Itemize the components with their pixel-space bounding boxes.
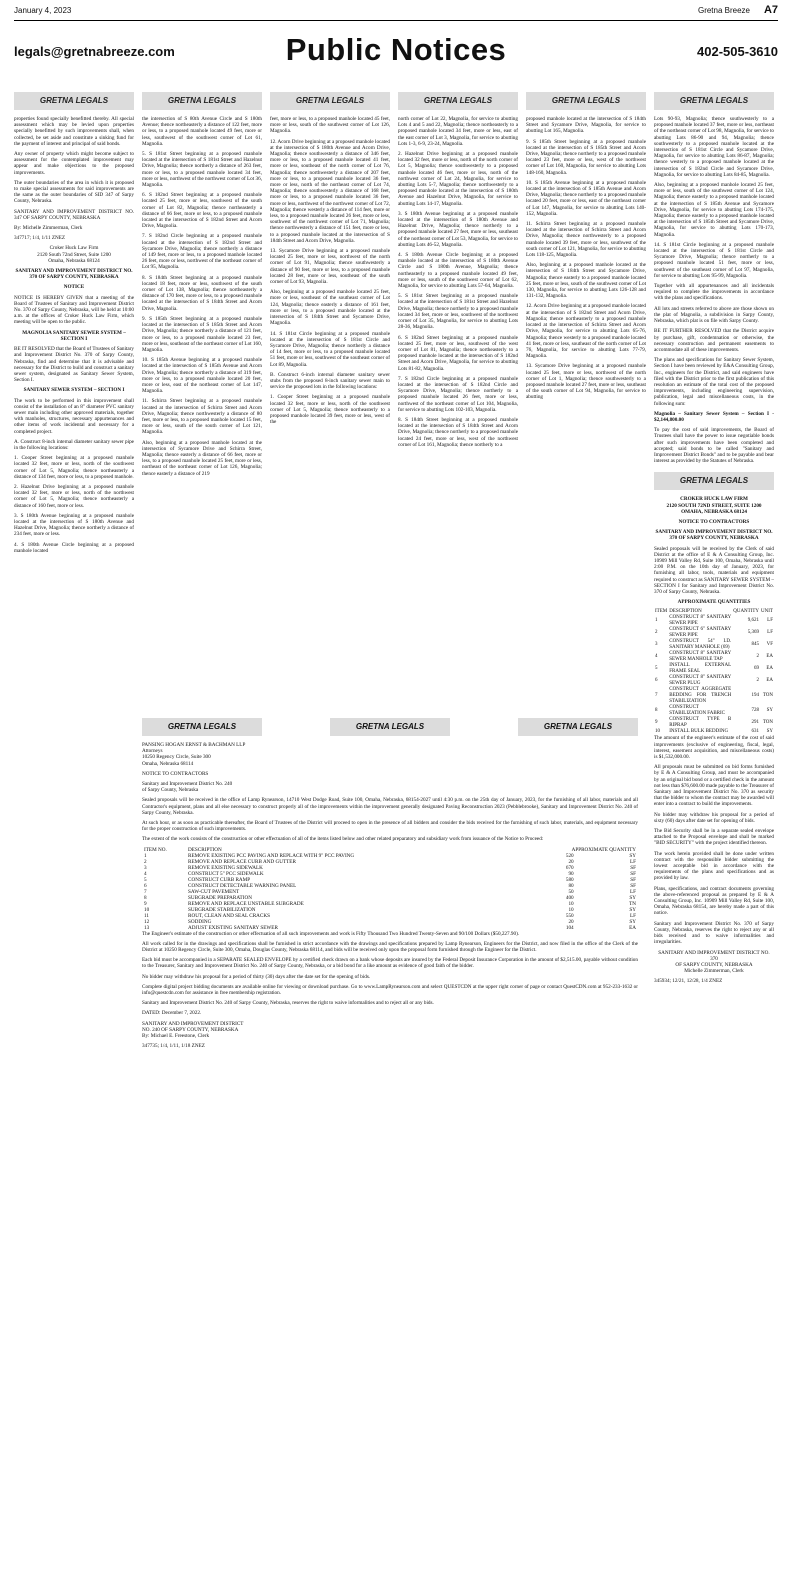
table-row: [654, 663, 774, 675]
table-cell-u: LF: [629, 888, 636, 895]
table-cell-d: INSTALL EXTERNAL FRAME SEAL: [669, 663, 732, 675]
quantities-table-body: [654, 615, 774, 735]
th-qty: APPROXIMATE QUANTITY: [571, 846, 636, 853]
table-cell-d: CONSTRUCT TYPE B RIPRAP: [669, 717, 732, 729]
table-cell-n: 6: [655, 678, 658, 684]
table-cell-u: EA: [766, 654, 773, 660]
sig-line: SANITARY AND IMPROVEMENT DISTRICT NO. 370: [658, 949, 770, 962]
table-cell-d: CONSTRUCT STABILIZATION FABRIC: [669, 705, 725, 717]
para: All work called for in the drawings and specifications shall be furnished in strict accordance with the drawings and specifications prepared by Lamp Rynearson, Engineers for the District, and now filed in the office of the Clerk of the District at 10250 Regency Circle, Suite 300, Omaha, Douglas County, Nebraska 68114, and bids will be received only upon the proposal form furnished through the Engineer for the District.: [142, 940, 638, 954]
para: Plans, specifications, and contract documents governing the above-referenced proposal as prepared by E & A Consulting Group, Inc. 10909 Mill Valley Rd, Suite 100, Omaha, Nebraska 68154, are hereby made a part of this notice.: [654, 885, 774, 917]
th-unit: UNIT: [761, 609, 773, 615]
table-cell-n: 12: [144, 918, 150, 925]
table-cell-n: 3: [655, 642, 658, 648]
table-cell-q: 90: [568, 870, 574, 877]
section-header: GRETNA LEGALS: [14, 92, 134, 110]
table-cell-u: SY: [629, 852, 636, 859]
table-cell-d: CONSTRUCT 6" SANITARY SEWER PIPE: [669, 627, 732, 639]
table-cell-q: 2: [756, 678, 760, 684]
sig-line: Michelle Zimmerman, Clerk: [684, 968, 744, 975]
contact-email[interactable]: legals@gretnabreeze.com: [14, 44, 175, 59]
para: 5. S 181st Street beginning at a proposed manhole located at the intersection of S 181st Street and Hazelnut Drive, Magnolia; thence northerly to a proposed manhole located 34 feet, more or less, southwest of the northwest corner of Lot 35, Magnolia, for service to abutting Lots 28-36, Magnolia.: [398, 293, 518, 331]
para: The work to be performed in this improvement shall consist of the installation of an 8" diameter PVC sanitary sewer main including other approved materials, together with manholes, structures, necessary appurtenances and other items of work incidental and necessary for a completed project.: [14, 397, 134, 435]
table-cell-n: 8: [655, 708, 658, 714]
para: To pay the cost of said improvements, the Board of Trustees shall have the power to issue negotiable bonds after such improvements have been completed and accepted; said bonds to be called "Sanitary and Improvement District Bonds" and to be payable and bear interest as provided by the Statutes of Nebraska.: [654, 427, 774, 465]
table-cell-u: SF: [630, 870, 636, 877]
para: BE IT RESOLVED that the Board of Trustees of Sanitary and Improvement District No. 370 of Sarpy County, Nebraska, find and determine that it is advisable and necessary for the District to build and construct a sanitary sewer system, designated as Sanitary Sewer System, Section I.: [14, 346, 134, 384]
table-cell-n: 11: [144, 912, 149, 919]
para: 11. Schirra Street beginning at a proposed manhole located at the intersection of Schirra Street and Acorn Drive, Magnolia; thence northwesterly a distance of 80 feet, more or less, to a proposed manhole located 15 feet, more or less, south of the south corner of Lot 121, Magnolia.: [142, 398, 262, 436]
para: No bidder may withdraw his proposal for a period of thirty (30) days after the date set for the opening of bids.: [142, 973, 371, 980]
table-cell-u: LF: [629, 912, 636, 919]
table-cell-u: LF: [629, 858, 636, 865]
para: 10. S 185th Avenue beginning at a proposed manhole located at the intersection of S 185th Avenue and Acorn Drive, Magnolia; thence northerly a distance of 319 feet, more or less, to a proposed manhole located 20 feet, more or less, east of the northeast corner of Lot 147, Magnolia.: [142, 357, 262, 395]
table-cell-d: CONSTRUCT 8" SANITARY SEWER MANHOLE TAP: [669, 651, 732, 663]
sewer-heading: SANITARY SEWER SYSTEM – SECTION I: [23, 387, 125, 394]
contact-phone: 402-505-3610: [697, 44, 778, 59]
table-cell-d: INSTALL BULK BEDDING: [669, 729, 729, 735]
para: The amount of the engineer's estimate of the cost of said improvements (exclusive of engineering, fiscal, legal, interest, easement acquisition, and miscellaneous costs) is $1,532,000.00.: [654, 735, 774, 761]
para: At such hour, or as soon as practicable thereafter, the Board of Trustees of the District will proceed to open in the presence of all bidders and consider the bids received for the furnishing of such labor, materials, and equipment necessary for the proper construction of such improvements.: [142, 820, 638, 833]
table-cell-q: 550: [565, 912, 574, 919]
para: The outer boundaries of the area in which it is proposed to make special assessments for said improvements are the same as the outer boundaries of SID 347 of Sarpy County, Nebraska.: [14, 179, 134, 205]
table-cell-d: CONSTRUCT 8" SANITARY SEWER PLUG: [669, 675, 732, 687]
para: 1. Cooper Street beginning at a proposed manhole located 32 feet, more or less, north of the southwest corner of Lot 5, Magnolia; thence northeasterly to a proposed manhole located 39 feet, more or less, west of the: [270, 394, 390, 426]
table-cell-n: 13: [144, 924, 150, 931]
table-cell-q: 291: [751, 720, 760, 726]
para: NOTICE IS HEREBY GIVEN that a meeting of the Board of Trustees of Sanitary and Improvement District No. 370 of Sarpy County, Nebraska, will be held at 10:00 a.m. at the offices of Croker Huck Law Firm, which meeting will be open to the public.: [14, 294, 134, 326]
table-cell-u: SY: [629, 894, 636, 901]
table-cell-u: VF: [766, 642, 773, 648]
para: Any owner of property which might become subject to assessment for the contemplated improvement may appear and make objections to the proposed improvements.: [14, 151, 134, 176]
para: Together with all appurtenances and all incidentals required to complete the improvements in accordance with the plans and specifications.: [654, 283, 774, 302]
para: 9. S 185th Street beginning at a proposed manhole located at the intersection of S 185th Street and Acorn Drive, Magnolia; thence northerly a distance of 121 feet, more or less, to a proposed manhole located 23 feet, more or less, southeast of the northeast corner of Lot 160, Magnolia.: [142, 315, 262, 353]
section-header-row: [142, 718, 638, 736]
table-cell-q: 10: [568, 900, 574, 907]
th-item: ITEM NO.: [144, 846, 167, 853]
column-2: [142, 92, 262, 710]
para: Sanitary and Improvement District No. 370 of Sarpy County, Nebraska, reserves the right to reject any or all bids received and to waive informalities and irregularities.: [654, 920, 774, 946]
para: 9. S 185th Street beginning at a proposed manhole located at the intersection of S 185th Street and Acorn Drive, Magnolia; thence northerly to a proposed manhole located 23 feet, more or less, west of the northwest corner of Lot 160, Magnolia, for service to abutting Lots 148-160, Magnolia.: [526, 138, 646, 176]
page-number: A7: [763, 4, 778, 16]
table-cell-n: 5: [655, 666, 658, 672]
table-cell-q: 104: [565, 924, 574, 931]
para: 6. S 182nd Street beginning at a proposed manhole located 25 feet, more or less, southwest of the west corner of Lot 81, Magnolia; thence northeasterly to a proposed manhole located at the intersection of S 182nd Street and Acorn Drive, Magnolia, for service to abutting Lots 81-82, Magnolia.: [398, 334, 518, 372]
para: 14. S 181st Circle beginning at a proposed manhole located at the intersection of S 181st Circle and Sycamore Drive, Magnolia; thence northerly a distance of 14 feet, more or less, to a proposed manhole located 51 feet, more or less, southwest of the southeast corner of Lot 89, Magnolia.: [270, 330, 390, 368]
quantities-table: [654, 609, 774, 735]
sid-heading: SANITARY AND IMPROVEMENT DISTRICT NO. 370 OF SARPY COUNTY, NEBRASKA: [655, 529, 773, 542]
paving-items-body: [142, 853, 638, 931]
table-cell-d: REMOVE EXISTING PCC PAVING AND REPLACE WITH 9" PCC PAVING: [188, 852, 355, 859]
quantities-heading: APPROXIMATE QUANTITIES: [677, 599, 751, 606]
para: A. Construct 8-inch internal diameter sanitary sewer pipe in the following locations:: [14, 438, 134, 451]
firm-address: 10250 Regency Circle, Suite 300: [142, 754, 211, 761]
para: 1. Cooper Street beginning at a proposed manhole located 32 feet, more or less, north of the southwest corner of Lot 5, Magnolia; thence northeasterly a distance of 134 feet, more or less, to a proposed manhole.: [14, 455, 134, 480]
section-header: GRETNA LEGALS: [142, 718, 262, 736]
ref-code: 345934; 12/21, 12/28, 1/4 ZNEZ: [654, 978, 723, 985]
sid-heading: Sanitary and Improvement District No. 240: [142, 781, 233, 788]
cost-estimate: Magnolia – Sanitary Sewer System – Section I - $2,144,800.00: [654, 410, 774, 423]
table-cell-d: REMOVE AND REPLACE CURB AND GUTTER: [188, 858, 296, 865]
table-cell-q: 20: [568, 858, 574, 865]
th-desc: DESCRIPTION: [669, 609, 702, 615]
th-qty: QUANTITY: [733, 609, 760, 615]
para: Complete digital project bidding documents are available online for viewing or download purchase. Go to www.LampRynearson.com and select QUESTCDN at the upper right corner of page or contact QuestCDN.com at 952-233-1632 or info@questcdn.com for assistance in free membership registration.: [142, 983, 638, 997]
para: 10. S 185th Avenue beginning at a proposed manhole located at the intersection of S 185th Avenue and Acorn Drive, Magnolia; thence northerly to a proposed manhole located 20 feet, more or less, east of the northeast corner of Lot 147, Magnolia, for service to abutting Lots 140-152, Magnolia.: [526, 179, 646, 217]
table-cell-n: 1: [655, 618, 658, 624]
page-top-line: [14, 6, 778, 18]
top-rule: [14, 20, 778, 21]
table-row: [654, 651, 774, 663]
table-cell-n: 2: [144, 858, 147, 865]
table-cell-u: EA: [629, 924, 636, 931]
table-cell-d: SUBGRADE STABILIZATION: [188, 906, 256, 913]
table-cell-q: 5,369: [747, 630, 760, 636]
table-cell-d: SAW-CUT PAVEMENT: [188, 888, 240, 895]
para: 5. S 181st Street beginning at a proposed manhole located at the intersection of S 181st Street and Hazelnut Drive, Magnolia; thence northerly a distance of 263 feet, more or less, to a proposed manhole located 34 feet, more or less, northwest of the northwest corner of Lot 36, Magnolia.: [142, 151, 262, 189]
table-row: [654, 639, 774, 651]
table-cell-n: 3: [144, 864, 147, 871]
table-cell-n: 10: [655, 729, 660, 735]
firm-city: Omaha, Nebraska 68114: [142, 760, 194, 767]
para: B. Construct 6-inch internal diameter sanitary sewer stubs from the proposed 8-inch sanitary sewer main to service the proposed lots in the following locations:: [270, 371, 390, 391]
table-cell-q: 580: [565, 876, 574, 883]
para: feet, more or less, to a proposed manhole located 45 feet, more or less, south of the southwest corner of Lot 126, Magnolia.: [270, 116, 390, 135]
firm-name: CROKER HUCK LAW FIRM: [680, 496, 748, 503]
para: Each bid must be accompanied in a SEPARATE SEALED ENVELOPE by a certified check drawn on a bank whose deposits are insured by the Federal Deposit Insurance Corporation in the amount of $2,515.00, payable without condition to the Treasurer, Sanitary and Improvement District No. 240 of Sarpy County, Nebraska, or a bid bond for a like amount as evidence of good faith of the bidder.: [142, 957, 638, 970]
column-5: [526, 92, 646, 710]
table-cell-q: 631: [751, 729, 760, 735]
firm-city: Omaha, Nebraska 68124: [48, 257, 100, 264]
para: Sealed proposals will be received by the Clerk of said District at the office of E & A Consulting Group, Inc. 10909 Mill Valley Rd, Suite 100, Omaha, Nebraska until 2:00 P.M. on the 10th day of January, 2023, for furnishing all labor, tools, materials and equipment required to construct as SANITARY SEWER SYSTEM – SECTION I for Sanitary and Improvement District No. 370 of Sarpy County, Nebraska.: [654, 545, 774, 595]
table-cell-u: SF: [630, 876, 636, 883]
firm-address: 2120 SOUTH 72ND STREET, SUITE 1200: [666, 502, 762, 509]
firm-name: PANSING HOGAN ERNST & BACHMAN LLP: [142, 742, 246, 748]
table-cell-n: 4: [144, 870, 147, 877]
table-row: [654, 615, 774, 627]
table-cell-d: SUBGRADE PREPARATION: [188, 894, 252, 901]
magnolia-heading: MAGNOLIA SANITARY SEWER SYSTEM – SECTION I: [22, 329, 126, 342]
para: 8. S 184th Street beginning at a proposed manhole located 18 feet, more or less, southwest of the south corner of Lot 138, Magnolia; thence northeasterly a distance of 170 feet, more or less, to a proposed manhole located at the intersection of S 184th Street and Acorn Drive, Magnolia.: [142, 274, 262, 312]
table-cell-q: 520: [565, 852, 574, 859]
issue-date: January 4, 2023: [14, 6, 72, 15]
para: 2. Hazelnut Drive beginning at a proposed manhole located 32 feet, more or less, north of the northwest corner of Lot 5, Magnolia; thence northeasterly a distance of 160 feet, more or less.: [14, 483, 134, 509]
para: Also, beginning at a proposed manhole located 25 feet, more or less, south of the southwest corner of Lot 124, Magnolia; thence easterly to a proposed manhole located at the intersection of S 185th Avenue and Sycamore Drive, Magnolia, for service to abutting Lots 174-175, Magnolia; thence easterly to a proposed manhole located at the intersection of S 185th Street and Sycamore Drive, Magnolia, for service to abutting Lots 170-173, Magnolia.: [654, 182, 774, 238]
para: 8. S 184th Street beginning at a proposed manhole located at the intersection of S 184th Street and Acorn Drive, Magnolia; thence northerly to a proposed manhole located 24 feet, more or less, west of the northwest corner of Lot 161, Magnolia; thence northerly to a: [398, 416, 518, 448]
para: 13. Sycamore Drive beginning at a proposed manhole located 25 feet, more or less, northwest of the north corner of Lot 1, Magnolia; thence southwesterly to a proposed manhole located 27 feet, more or less, southeast of the south corner of Lot 94, Magnolia, for service to abutting: [526, 363, 646, 401]
paper-name: Gretna Breeze: [697, 6, 750, 15]
firm-city: OMAHA, NEBRASKA 68124: [681, 508, 747, 515]
para: the intersection of S 80th Avenue Circle and S 180th Avenue; thence northeasterly a distance of 122 feet, more or less, to a proposed manhole located 49 feet, more or less, southwest of the southwest corner of Lot 61, Magnolia.: [142, 116, 262, 147]
para: 13. Sycamore Drive beginning at a proposed manhole located 25 feet, more or less, northwest of the north corner of Lot 91, Magnolia; thence southwesterly a distance of 90 feet, more or less, to a proposed manhole located 28 feet, more or less, southeast of the south corner of Lot 93, Magnolia.: [270, 248, 390, 286]
table-cell-u: SY: [629, 906, 636, 913]
page-title: Public Notices: [285, 32, 507, 67]
table-cell-n: 5: [144, 876, 147, 883]
table-cell-q: 400: [565, 894, 574, 901]
signature: By: Michelle Zimmerman, Clerk: [14, 225, 83, 232]
firm-role: Attorneys: [142, 748, 163, 755]
table-cell-q: 69: [754, 666, 760, 672]
table-cell-u: EA: [766, 666, 773, 672]
paving-notice-body: [142, 742, 638, 1053]
para: 4. S 180th Avenue Circle beginning at a proposed manhole located: [14, 541, 134, 554]
para: 7. S 182nd Circle beginning at a proposed manhole located at the intersection of S 182nd Street and Sycamore Drive, Magnolia; thence northerly a distance of 149 feet, more or less, to a proposed manhole located 26 feet, more or less, northwest of the northeast corner of Lot 95, Magnolia.: [142, 233, 262, 271]
notice-heading: NOTICE: [63, 284, 85, 291]
para: All proposals must be submitted on bid forms furnished by E & A Consulting Group, and must be accompanied by an original bid bond or a certified check in the amount not less than $76,600.00 made payable to the Treasurer of Sanitary and Improvement District No. 370 as security that the bidder to whom the contract may be awarded will enter into a contract to build the improvements.: [654, 764, 774, 808]
table-cell-u: TON: [762, 693, 773, 699]
para: 4. S 180th Avenue Circle beginning at a proposed manhole located at the intersection of S 180th Avenue Circle and S 180th Avenue, Magnolia; thence northeasterly to a proposed manhole located 49 feet, more or less, south of the southwest corner of Lot 62, Magnolia, for service to abutting Lots 57-64, Magnolia.: [398, 252, 518, 290]
table-cell-d: REMOVE AND REPLACE UNSTABLE SUBGRADE: [188, 900, 304, 907]
para: The Bid Security shall be in a separate sealed envelope attached to the Proposal envelope and shall be marked "BID SECURITY" with the project identified thereon.: [654, 828, 774, 847]
table-cell-d: CONSTRUCT 5" PCC SIDEWALK: [188, 870, 264, 877]
th-item: ITEM: [655, 609, 668, 615]
table-cell-u: TON: [762, 720, 773, 726]
table-cell-u: SY: [766, 708, 773, 714]
table-row: [654, 705, 774, 717]
para: The extent of the work consists of the construction or other effectuation of all of the items listed below and other related preparatory and subsidiary work from issuance of the Notice to Proceed:: [142, 836, 544, 843]
th-desc: DESCRIPTION: [188, 846, 222, 853]
para: 11. Schirra Street beginning at a proposed manhole located at the intersection of Schirra Street and Acorn Drive, Magnolia; thence northwesterly to a proposed manhole located 39 feet, more or less, southwest of the south corner of Lot 121, Magnolia, for service to abutting Lots 118-125, Magnolia.: [526, 221, 646, 259]
table-cell-n: 8: [144, 894, 147, 901]
table-cell-n: 6: [144, 882, 147, 889]
table-cell-n: 1: [144, 852, 147, 859]
notice-heading: NOTICE TO CONTRACTORS: [678, 518, 750, 525]
table-row: [654, 675, 774, 687]
section-header: GRETNA LEGALS: [330, 718, 450, 736]
table-cell-q: 10: [568, 906, 574, 913]
table-cell-d: SODDING: [188, 918, 212, 925]
table-cell-d: CONSTRUCT CURB RAMP: [188, 876, 251, 883]
para: Also, beginning at a proposed manhole located at the intersection of S 184th Street and Sycamore Drive, Magnolia; thence easterly to a proposed manhole located 25 feet, more or less, south of the southwest corner of Lot 130, Magnolia, for service to abutting Lots 126-128 and 131-132, Magnolia.: [526, 262, 646, 300]
dated: DATED: December 7, 2022.: [142, 1010, 202, 1017]
table-cell-d: CONSTRUCT 8" SANITARY SEWER PIPE: [669, 615, 732, 627]
para: properties found specially benefitted thereby. All special assessment which may be levied upon properties specially benefitted by such improvements shall, when collected, be set aside and constitute a sinking fund for the payment of interest and principal of said bonds.: [14, 116, 134, 147]
column-3: [270, 92, 390, 710]
table-cell-u: SF: [630, 882, 636, 889]
para: 7. S 182nd Circle beginning at a proposed manhole located at the intersection of S 182nd Circle and Sycamore Drive, Magnolia; thence northerly to a proposed manhole located 26 feet, more or less, northwest of the northeast corner of Lot 104, Magnolia, for service to abutting Lots 102-103, Magnolia.: [398, 375, 518, 413]
table-cell-q: 728: [751, 708, 760, 714]
paving-items-table: [142, 847, 638, 931]
para: 2. Hazelnut Drive beginning at a proposed manhole located 32 feet, more or less, north of the north corner of Lot 5, Magnolia; thence southwesterly to a proposed manhole located 46 feet, more or less, north of the northwest corner of Lot 24, Magnolia, for service to abutting Lots 5-7, Magnolia; thence northwesterly to a proposed manhole located at the intersection of S 180th Avenue and Hazelnut Drive, Magnolia, for service to abutting Lots 14-17, Magnolia.: [398, 151, 518, 207]
para: The plans and specifications for Sanitary Sewer System, Section I have been reviewed by E&A Consulting Group, Inc., engineers for the District, and said engineers have filed with the District prior to the first publication of this resolution an estimate of the total cost of the proposed improvements, including engineering supervision, publication, legal and miscellaneous costs, in the following sum:: [654, 357, 774, 407]
table-cell-u: SY: [629, 918, 636, 925]
table-cell-u: TN: [629, 900, 636, 907]
table-cell-q: 20: [568, 918, 574, 925]
table-cell-q: 670: [565, 864, 574, 871]
column-4: [398, 92, 518, 710]
section-header: GRETNA LEGALS: [398, 92, 518, 110]
para: Sanitary and Improvement District No. 240 of Sarpy County, Nebraska, reserves the right to waive informalities and to reject all or any bids.: [142, 1000, 434, 1007]
table-cell-d: CONSTRUCT DETECTABLE WARNING PANEL: [188, 882, 297, 889]
ref-code: 347717; 1/4, 1/11 ZNEZ: [14, 235, 66, 242]
section-header: GRETNA LEGALS: [142, 92, 262, 110]
table-cell-n: 10: [144, 906, 150, 913]
sid-line: SANITARY AND IMPROVEMENT DISTRICT NO. 347 OF SARPY COUNTY, NEBRASKA: [14, 208, 134, 221]
para: 3. S 180th Avenue beginning at a proposed manhole located at the intersection of S 180th Avenue and Hazelnut Drive, Magnolia; thence northerly a distance of 234 feet, more or less.: [14, 512, 134, 538]
table-cell-q: 194: [751, 693, 760, 699]
table-cell-n: 4: [655, 654, 658, 660]
section-header: GRETNA LEGALS: [270, 92, 390, 110]
table-cell-u: LF: [767, 630, 773, 636]
section-header: GRETNA LEGALS: [654, 472, 774, 490]
para: 6. S 182nd Street beginning at a proposed manhole located 25 feet, more or less, southwest of the south corner of Lot 82, Magnolia; thence northeasterly a distance of 66 feet, more or less, to a proposed manhole located at the intersection of S 182nd Street and Acorn Drive, Magnolia.: [142, 192, 262, 230]
table-cell-q: 50: [568, 888, 574, 895]
para: Lots 90-93, Magnolia; thence southwesterly to a proposed manhole located 37 feet, more or less, northeast of the northeast corner of Lot 98, Magnolia, for service to abutting Lots 86-90 and 94, Magnolia; thence southwesterly to a proposed manhole located at the intersection of S 181st Circle and Sycamore Drive, Magnolia, for service to abutting Lots 86-87, Magnolia; thence westerly to a proposed manhole located at the intersection of S 182nd Circle and Sycamore Drive, Magnolia, for service to abutting Lots 84-85, Magnolia.: [654, 116, 774, 178]
para: 12. Acorn Drive beginning at a proposed manhole located at the intersection of S 182nd Street and Acorn Drive, Magnolia; thence northeasterly to a proposed manhole located at the intersection of Schirra Street and Acorn Drive, Magnolia, for service to abutting Lots 65-76, Magnolia; thence westerly to a proposed manhole located 41 feet, more or less, southeast of the north corner of Lot 76, Magnolia, for service to abutting Lots 77-79, Magnolia.: [526, 303, 646, 360]
sig-line: OF SARPY COUNTY, NEBRASKA: [675, 961, 753, 968]
sig-line: By: Michael E. Freestone, Clerk: [142, 1033, 210, 1040]
table-cell-d: ADJUST EXISTING SANITARY SEWER: [188, 924, 278, 931]
para: north corner of Lot 22, Magnolia, for service to abutting Lots 4 and 5 and 22, Magnolia; thence northeasterly to a proposed manhole located 34 feet, more or less, east of the east corner of Lot 3, Magnolia, for service to abutting Lots 1-3, 6-9, 23-24, Magnolia.: [398, 116, 518, 147]
section-header: GRETNA LEGALS: [518, 718, 638, 736]
para: 12. Acorn Drive beginning at a proposed manhole located at the intersection of S 180th Avenue and Acorn Drive, Magnolia; thence southwesterly a distance of 346 feet, more or less, to a proposed manhole located 41 feet, more or less, southeast of the north corner of Lot 76, Magnolia; thence northwesterly a distance of 207 feet, more or less, to a proposed manhole located 36 feet, more or less, north of the northeast corner of Lot 74, Magnolia; thence southwesterly a distance of 168 feet, more or less, to a proposed manhole located 36 feet, more or less, northwest of the northwest corner of Lot 72, Magnolia; thence westerly a distance of 114 feet, more or less, to a proposed manhole located 26 feet, more or less, southwest of the northwest corner of Lot 71, Magnolia; thence northwesterly a distance of 151 feet, more or less, to a proposed manhole located at the intersection of S 184th Street and Acorn Drive, Magnolia.: [270, 138, 390, 244]
table-cell-d: CONSTRUCT AGGREGATE BEDDING FOR TRENCH STABILIZATION: [669, 687, 732, 705]
table-row: [654, 717, 774, 729]
ref-code: 347735; 1/4, 1/11, 1/18 ZNEZ: [142, 1043, 205, 1050]
table-cell-n: 2: [655, 630, 658, 636]
sig-line: NO. 240 OF SARPY COUNTY, NEBRASKA: [142, 1026, 239, 1033]
para: proposed manhole located at the intersection of S 184th Street and Sycamore Drive, Magnolia, for service to abutting Lot 165, Magnolia.: [526, 116, 646, 135]
table-cell-q: 2: [756, 654, 760, 660]
column-6: [654, 92, 774, 1572]
section-header: GRETNA LEGALS: [654, 92, 774, 110]
table-cell-d: REMOVE EXISTING SIDEWALK: [188, 864, 263, 871]
notice-heading: NOTICE TO CONTRACTORS: [142, 770, 209, 777]
para: The Engineer's estimate of the construction or other effectuation of all such improvements and work is Fifty Thousand Two Hundred Twenty-Seven and 90/100 Dollars ($50,227.90).: [142, 930, 520, 937]
county-heading: of Sarpy County, Nebraska: [142, 787, 199, 794]
para: BE IT FURTHER RESOLVED that the District acquire by purchase, gift, condemnation or otherwise, the necessary construction and permanent easements to accommodate all of these improvements.: [654, 328, 774, 353]
sid-heading: SANITARY AND IMPROVEMENT DISTRICT NO. 370 OF SARPY COUNTY, NEBRASKA: [15, 268, 133, 281]
table-cell-u: SF: [630, 864, 636, 871]
firm-address: 2120 South 72nd Street, Suite 1200: [37, 251, 111, 258]
table-cell-n: 7: [144, 888, 147, 895]
para: Also, beginning at a proposed manhole located at the intersection of Sycamore Drive and Schirra Street, Magnolia; thence easterly a distance of 66 feet, more or less, to a proposed manhole located 25 feet, more or less, northeast of the northeast corner of Lot 126, Magnolia; thence easterly a distance of 219: [142, 439, 262, 477]
para: Also, beginning at a proposed manhole located 25 feet, more or less, southeast of the southeast corner of Lot 124, Magnolia; thence easterly a distance of 161 feet, more or less, to a proposed manhole located at the intersection of S 184th Street and Sycamore Drive, Magnolia.: [270, 289, 390, 327]
table-row: [654, 687, 774, 705]
table-cell-q: 9,621: [747, 618, 760, 624]
table-cell-d: ROUT, CLEAN AND SEAL CRACKS: [188, 912, 270, 919]
sig-line: SANITARY AND IMPROVEMENT DISTRICT: [142, 1020, 244, 1027]
table-cell-u: SY: [766, 729, 773, 735]
table-cell-n: 7: [655, 693, 658, 699]
para: 3. S 180th Avenue beginning at a proposed manhole located at the intersection of S 180th Avenue and Hazelnut Drive, Magnolia; thence northerly to a proposed manhole located 27 feet, more or less, southeast of the northeast corner of Lot 53, Magnolia, for service to abutting Lots 46-52, Magnolia.: [398, 210, 518, 248]
table-cell-n: 9: [655, 720, 658, 726]
table-cell-n: 9: [144, 900, 147, 907]
para: 14. S 181st Circle beginning at a proposed manhole located at the intersection of S 181st Circle and Sycamore Drive, Magnolia; thence northerly to a proposed manhole located 51 feet, more or less, southwest of the southeast corner of Lot 97, Magnolia, for service to abutting Lots 95-99, Magnolia.: [654, 241, 774, 279]
table-cell-u: EA: [766, 678, 773, 684]
para: No bidder may withdraw his proposal for a period of sixty (60) days after date set for opening of bids.: [654, 811, 774, 824]
para: All lots and streets referred to above are those shown on the plat of Magnolia, a subdivision in Sarpy County, Nebraska, which plat is on file with Sarpy County.: [654, 305, 774, 325]
section-header: GRETNA LEGALS: [526, 92, 646, 110]
table-cell-d: CONSTRUCT 54" I.D. SANITARY MANHOLE (69): [669, 639, 732, 651]
para: The work herein provided shall be done under written contract with the responsible bidder submitting the lowest acceptable bid in accordance with the requirements of the plans and specifications and as provided by law.: [654, 850, 774, 882]
para: Sealed proposals will be received in the office of Lamp Rynearson, 14710 West Dodge Road, Suite 100, Omaha, Nebraska, 68154-2027 until 4:30 p.m. on the 25th day of January, 2023, for the furnishing of all labor, materials and all Contractor's equipment, plans and all else necessary to construct properly all of the improvements within the improvement generally designated Paving Reconstruction 2023 (Pebblebrooke), Sanitary and Improvement District No. 240 of Sarpy County, Nebraska.: [142, 797, 638, 816]
table-row: [654, 627, 774, 639]
table-cell-q: 845: [751, 642, 760, 648]
table-cell-q: 80: [568, 882, 574, 889]
masthead: [14, 32, 778, 72]
table-cell-u: LF: [767, 618, 773, 624]
firm-name: Croker Huck Law Firm: [49, 245, 99, 252]
column-1: [14, 92, 134, 1572]
